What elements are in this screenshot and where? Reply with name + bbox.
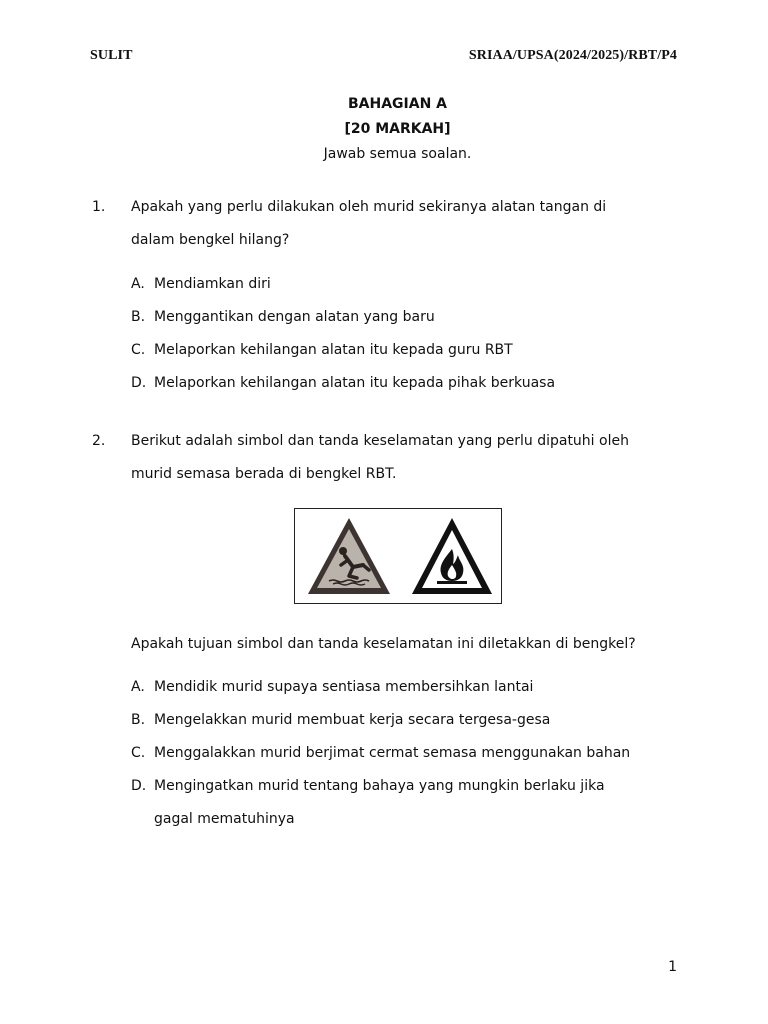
question-stem-line: Apakah yang perlu dilakukan oleh murid sekiranya alatan tangan di <box>131 199 607 215</box>
slippery-floor-warning-icon <box>305 515 393 597</box>
option-letter: C. <box>131 342 146 358</box>
safety-signs-figure <box>294 508 502 604</box>
option-letter: A. <box>131 276 145 292</box>
question-number: 1. <box>92 199 106 215</box>
option-text: Mendiamkan diri <box>154 276 271 292</box>
option-letter: B. <box>131 712 146 728</box>
option-text: Melaporkan kehilangan alatan itu kepada guru RBT <box>154 342 513 358</box>
header-document-code: SRIAA/UPSA(2024/2025)/RBT/P4 <box>468 48 677 63</box>
option-letter: C. <box>131 745 146 761</box>
question-stem-line: dalam bengkel hilang? <box>131 232 290 248</box>
option-text: Menggantikan dengan alatan yang baru <box>154 309 435 325</box>
option-text: Melaporkan kehilangan alatan itu kepada pihak berkuasa <box>154 375 556 391</box>
option-letter: B. <box>131 309 146 325</box>
question-stem-line: Berikut adalah simbol dan tanda keselamatan yang perlu dipatuhi oleh <box>131 433 629 449</box>
flammable-warning-icon <box>409 515 495 597</box>
option-text-continuation: gagal mematuhinya <box>154 811 295 827</box>
section-instruction: Jawab semua soalan. <box>323 146 472 162</box>
option-text: Mengingatkan murid tentang bahaya yang mungkin berlaku jika <box>154 778 605 794</box>
page-number: 1 <box>668 959 677 975</box>
option-letter: D. <box>131 778 147 794</box>
option-text: Mendidik murid supaya sentiasa membersihkan lantai <box>154 679 534 695</box>
header-classification: SULIT <box>90 48 133 63</box>
option-letter: D. <box>131 375 147 391</box>
section-title: BAHAGIAN A <box>347 96 448 112</box>
question-stem-line: murid semasa berada di bengkel RBT. <box>131 466 397 482</box>
option-text: Menggalakkan murid berjimat cermat semasa menggunakan bahan <box>154 745 631 761</box>
question-number: 2. <box>92 433 106 449</box>
option-text: Mengelakkan murid membuat kerja secara tergesa-gesa <box>154 712 551 728</box>
question-prompt: Apakah tujuan simbol dan tanda keselamatan ini diletakkan di bengkel? <box>131 636 636 652</box>
section-marks: [20 MARKAH] <box>344 121 451 137</box>
option-letter: A. <box>131 679 145 695</box>
